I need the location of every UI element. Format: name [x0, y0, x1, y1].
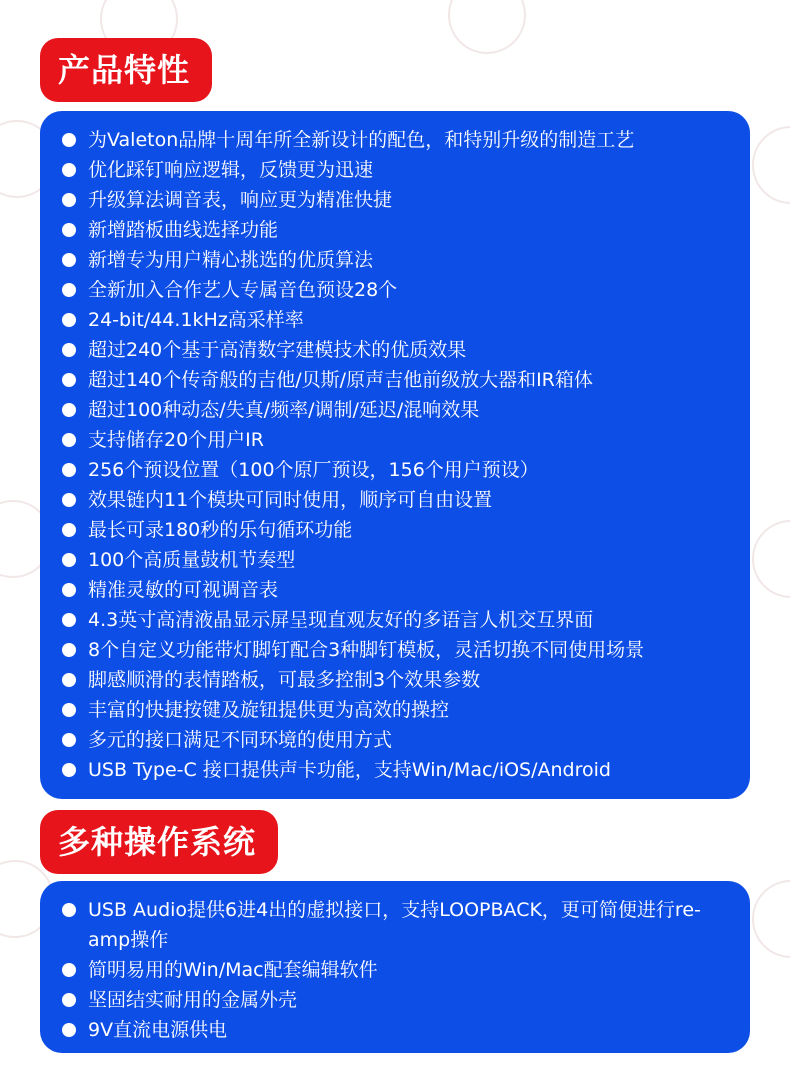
list-item-text: 超过140个传奇般的吉他/贝斯/原声吉他前级放大器和IR箱体: [88, 369, 593, 391]
bullet-icon: [62, 673, 76, 687]
list-item-text: 256个预设位置（100个原厂预设，156个用户预设）: [88, 459, 539, 481]
list-item: [62, 695, 730, 725]
bullet-icon: [62, 553, 76, 567]
bullet-icon: [62, 643, 76, 657]
list-item: [62, 635, 730, 665]
list-item-text: 优化踩钉响应逻辑，反馈更为迅速: [88, 159, 374, 181]
bullet-icon: [62, 963, 76, 977]
list-item: [62, 515, 730, 545]
list-item: [62, 215, 730, 245]
list-item-text: 升级算法调音表，响应更为精准快捷: [88, 189, 393, 211]
watermark-stamp: [448, 0, 526, 54]
bullet-icon: [62, 193, 76, 207]
bullet-icon: [62, 133, 76, 147]
bullet-icon: [62, 253, 76, 267]
bullet-icon: [62, 733, 76, 747]
bullet-icon: [62, 433, 76, 447]
list-item-text: 24-bit/44.1kHz高采样率: [88, 309, 304, 331]
list-item-text: 4.3英寸高清液晶显示屏呈现直观友好的多语言人机交互界面: [88, 609, 594, 631]
bullet-icon: [62, 163, 76, 177]
list-item: [62, 545, 730, 575]
bullet-icon: [62, 903, 76, 917]
list-item: [62, 455, 730, 485]
list-item: [62, 725, 730, 755]
list-item-text: 多元的接口满足不同环境的使用方式: [88, 729, 393, 751]
list-item: [62, 365, 730, 395]
bullet-icon: [62, 463, 76, 477]
list-item-text: 100个高质量鼓机节奏型: [88, 549, 296, 571]
list-item-text: 支持储存20个用户IR: [88, 429, 264, 451]
bullet-icon: [62, 403, 76, 417]
list-item: [62, 985, 730, 1015]
list-item: [62, 185, 730, 215]
bullet-icon: [62, 523, 76, 537]
list-item-text: 超过100种动态/失真/频率/调制/延迟/混响效果: [88, 399, 480, 421]
watermark-stamp: [752, 126, 790, 204]
list-item-text: 脚感顺滑的表情踏板，可最多控制3个效果参数: [88, 669, 481, 691]
bullet-icon: [62, 993, 76, 1007]
bullet-icon: [62, 373, 76, 387]
list-item-text: 新增踏板曲线选择功能: [88, 219, 279, 241]
list-item-text: 丰富的快捷按键及旋钮提供更为高效的操控: [88, 699, 450, 721]
watermark-stamp: [752, 520, 790, 598]
watermark-stamp: [752, 880, 790, 958]
features-list: [62, 125, 730, 785]
bullet-icon: [62, 283, 76, 297]
list-item: [62, 575, 730, 605]
list-item-text: USB Type-C 接口提供声卡功能，支持Win/Mac/iOS/Android: [88, 759, 611, 781]
list-item: [62, 755, 730, 785]
section-title-features: 产品特性: [40, 38, 212, 102]
list-item: [62, 895, 730, 955]
os-panel: [40, 881, 750, 1053]
features-panel: [40, 111, 750, 799]
list-item: [62, 125, 730, 155]
list-item: [62, 1015, 730, 1045]
list-item-text: 8个自定义功能带灯脚钉配合3种脚钉模板，灵活切换不同使用场景: [88, 639, 645, 661]
list-item: [62, 395, 730, 425]
list-item: [62, 275, 730, 305]
list-item-text: 最长可录180秒的乐句循环功能: [88, 519, 353, 541]
bullet-icon: [62, 1023, 76, 1037]
list-item: [62, 155, 730, 185]
bullet-icon: [62, 493, 76, 507]
list-item-text: 坚固结实耐用的金属外壳: [88, 989, 298, 1011]
list-item: [62, 335, 730, 365]
bullet-icon: [62, 703, 76, 717]
os-list: [62, 895, 730, 1045]
list-item-text: 超过240个基于高清数字建模技术的优质效果: [88, 339, 467, 361]
list-item: [62, 955, 730, 985]
list-item-text: 精准灵敏的可视调音表: [88, 579, 279, 601]
bullet-icon: [62, 583, 76, 597]
list-item: [62, 665, 730, 695]
section-title-os: 多种操作系统: [40, 810, 278, 874]
list-item: [62, 245, 730, 275]
bullet-icon: [62, 343, 76, 357]
list-item-text: 新增专为用户精心挑选的优质算法: [88, 249, 374, 271]
list-item-text: 简明易用的Win/Mac配套编辑软件: [88, 959, 378, 981]
list-item: [62, 485, 730, 515]
bullet-icon: [62, 313, 76, 327]
list-item-text: 为Valeton品牌十周年所全新设计的配色，和特别升级的制造工艺: [88, 129, 635, 151]
list-item: [62, 425, 730, 455]
bullet-icon: [62, 763, 76, 777]
list-item-text: 效果链内11个模块可同时使用，顺序可自由设置: [88, 489, 493, 511]
list-item-text: 9V直流电源供电: [88, 1019, 228, 1041]
list-item-text: 全新加入合作艺人专属音色预设28个: [88, 279, 398, 301]
list-item-text: USB Audio提供6进4出的虚拟接口，支持LOOPBACK，更可简便进行re-amp操作: [88, 899, 701, 951]
list-item: [62, 305, 730, 335]
bullet-icon: [62, 613, 76, 627]
bullet-icon: [62, 223, 76, 237]
list-item: [62, 605, 730, 635]
